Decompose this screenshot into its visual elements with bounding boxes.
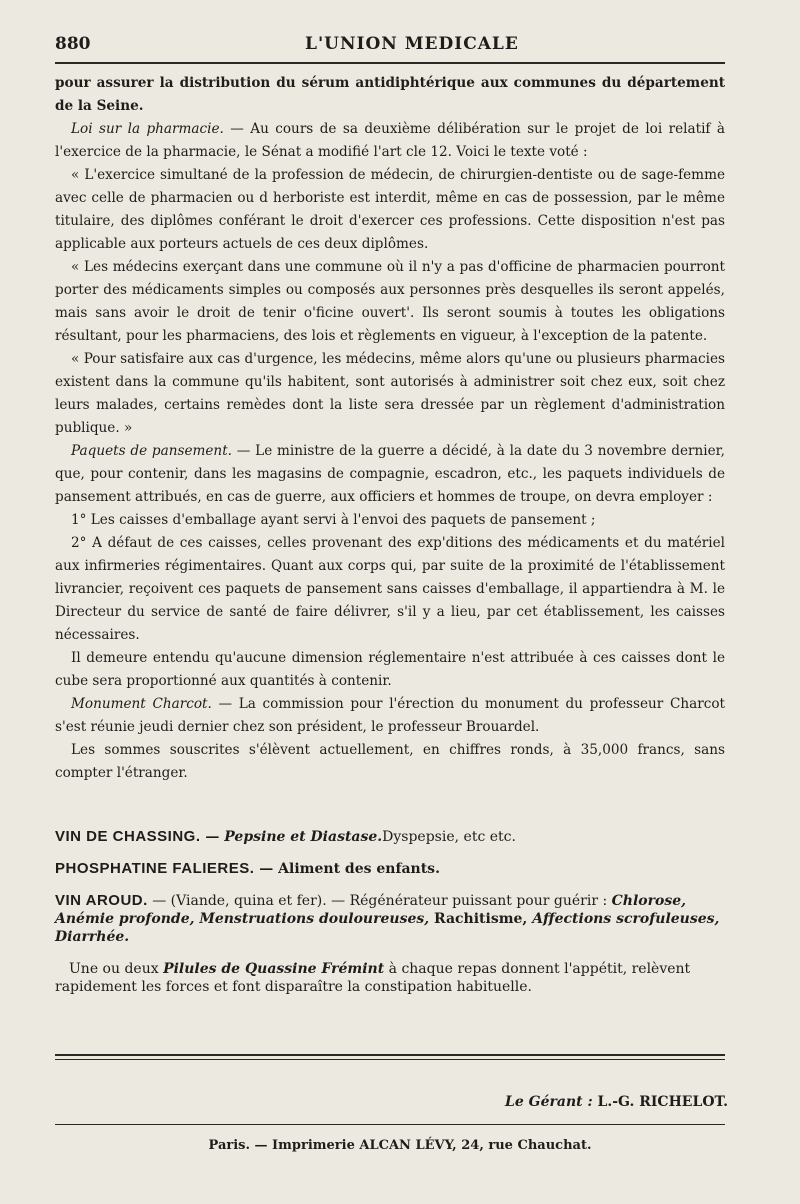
paragraph: Les sommes souscrites s'élèvent actuellement, en chiffres ronds, à 35,000 francs, sans compter l'étranger. [55, 742, 725, 781]
ad-italic-text: Affections scrofuleuses, Diarrhée. [55, 911, 720, 945]
ad-text: à chaque repas donnent l'appétit, relèvent rapidement les forces et font disparaître la constipation habituelle. [55, 961, 691, 995]
page-number: 880 [55, 34, 91, 54]
section-heading: Monument Charcot. [71, 696, 212, 712]
ad-italic-text: — Pepsine et Diastase. [200, 829, 383, 845]
signature-rule [55, 1124, 725, 1125]
footer-rule-thick [55, 1054, 725, 1056]
ad-text: — Aliment des enfants. [254, 861, 440, 877]
paragraph: 2° A défaut de ces caisses, celles provenant des exp'ditions des médicaments et du matériel aux infirmeries régimentaires. Quant aux corps qui, par suite de la proximité de l'établissement livrancier, reçoivent ces paquets de pansement sans caisses d'emballage, il appartiendra à M. le Directeur du service de santé de faire délivrer, s'il y a lieu, par cet établissement, les caisses nécessaires. [55, 535, 725, 643]
footer-rules [55, 1054, 725, 1068]
paragraph: pour assurer la distribution du sérum antidiphtérique aux communes du département de la Seine. [55, 75, 725, 114]
paragraph: « Pour satisfaire aux cas d'urgence, les médecins, même alors qu'une ou plusieurs pharmacies existent dans la commune qu'ils habitent, sont autorisés à administrer soit chez eux, soit chez leurs malades, certains remèdes dont la liste sera dressée par un règlement d'administration publique. » [55, 351, 725, 436]
ad-vin-de-chassing [55, 828, 725, 846]
signature-label: Le Gérant : [505, 1094, 593, 1110]
footer-rule-thin [55, 1059, 725, 1060]
paragraph: 1° Les caisses d'emballage ayant servi à l'envoi des paquets de pansement ; [71, 512, 596, 528]
paragraph-text: — La commission pour l'érection du monument du professeur Charcot s'est réunie jeudi dernier chez son président, le professeur Brouardel. [55, 696, 726, 735]
paragraph [55, 693, 725, 739]
article-body [55, 72, 725, 785]
paragraph [55, 118, 725, 164]
paragraph: « Les médecins exerçant dans une commune où il n'y a pas d'officine de pharmacien pourront porter des médicaments simples ou composés aux personnes près desquelles ils seront appelés, mais sans avoir le droit de tenir o'ficine ouvert'. Ils seront soumis à toutes les obligations résultant, pour les pharmaciens, des lois et règlements en vigueur, à l'exception de la patente. [55, 259, 725, 344]
ad-italic-text: Chlorose, Anémie profonde, Menstruations douloureuses, [55, 893, 686, 927]
journal-title: L'UNION MEDICALE [305, 34, 519, 54]
ad-phosphatine [55, 860, 725, 878]
paragraph: « L'exercice simultané de la profession de médecin, de chirurgien-dentiste ou de sage-femme avec celle de pharmacien ou d herboriste est interdit, même en cas de possession, par le même titulaire, des diplômes conférant le droit d'exercer ces professions. Cette disposition n'est pas applicable aux porteurs actuels de ces deux diplômes. [55, 167, 725, 252]
signature-name: L.-G. RICHELOT. [592, 1094, 728, 1110]
ad-title: VIN AROUD. [55, 892, 148, 909]
signature [505, 1094, 728, 1110]
imprint-line: Paris. — Imprimerie ALCAN LÉVY, 24, rue Chauchat. [208, 1138, 592, 1153]
ad-text: Dyspepsie, etc etc. [382, 829, 516, 845]
advertisements [55, 828, 725, 1010]
section-heading: Paquets de pansement. [71, 443, 232, 459]
ad-text: — (Viande, quina et fer). — Régénérateur puissant pour guérir : [147, 893, 612, 909]
paragraph-text: — Le ministre de la guerre a décidé, à la date du 3 novembre dernier, que, pour contenir, dans les magasins de compagnie, escadron, etc., les paquets individuels de pansement attribués, en cas de guerre, aux officiers et hommes de troupe, on devra employer : [55, 443, 726, 505]
paragraph-text: — Au cours de sa deuxième délibération sur le projet de loi relatif à l'exercice de la pharmacie, le Sénat a modifié l'art cle 12. Voici le texte voté : [55, 121, 725, 160]
page-header [55, 34, 725, 56]
ad-vin-aroud [55, 892, 725, 946]
header-rule [55, 62, 725, 64]
ad-bold-text: Rachitisme, [429, 911, 533, 927]
paragraph [55, 440, 725, 509]
ad-italic-text: Pilules de Quassine Frémint [163, 961, 385, 977]
ad-text: Une ou deux [69, 961, 164, 977]
ad-title: PHOSPHATINE FALIERES. [55, 860, 255, 877]
section-heading: Loi sur la pharmacie. [71, 121, 224, 137]
ad-pilules-quassine [55, 960, 725, 996]
ad-title: VIN DE CHASSING. [55, 828, 201, 845]
paragraph: Il demeure entendu qu'aucune dimension réglementaire n'est attribuée à ces caisses dont le cube sera proportionné aux quantités à contenir. [55, 650, 725, 689]
